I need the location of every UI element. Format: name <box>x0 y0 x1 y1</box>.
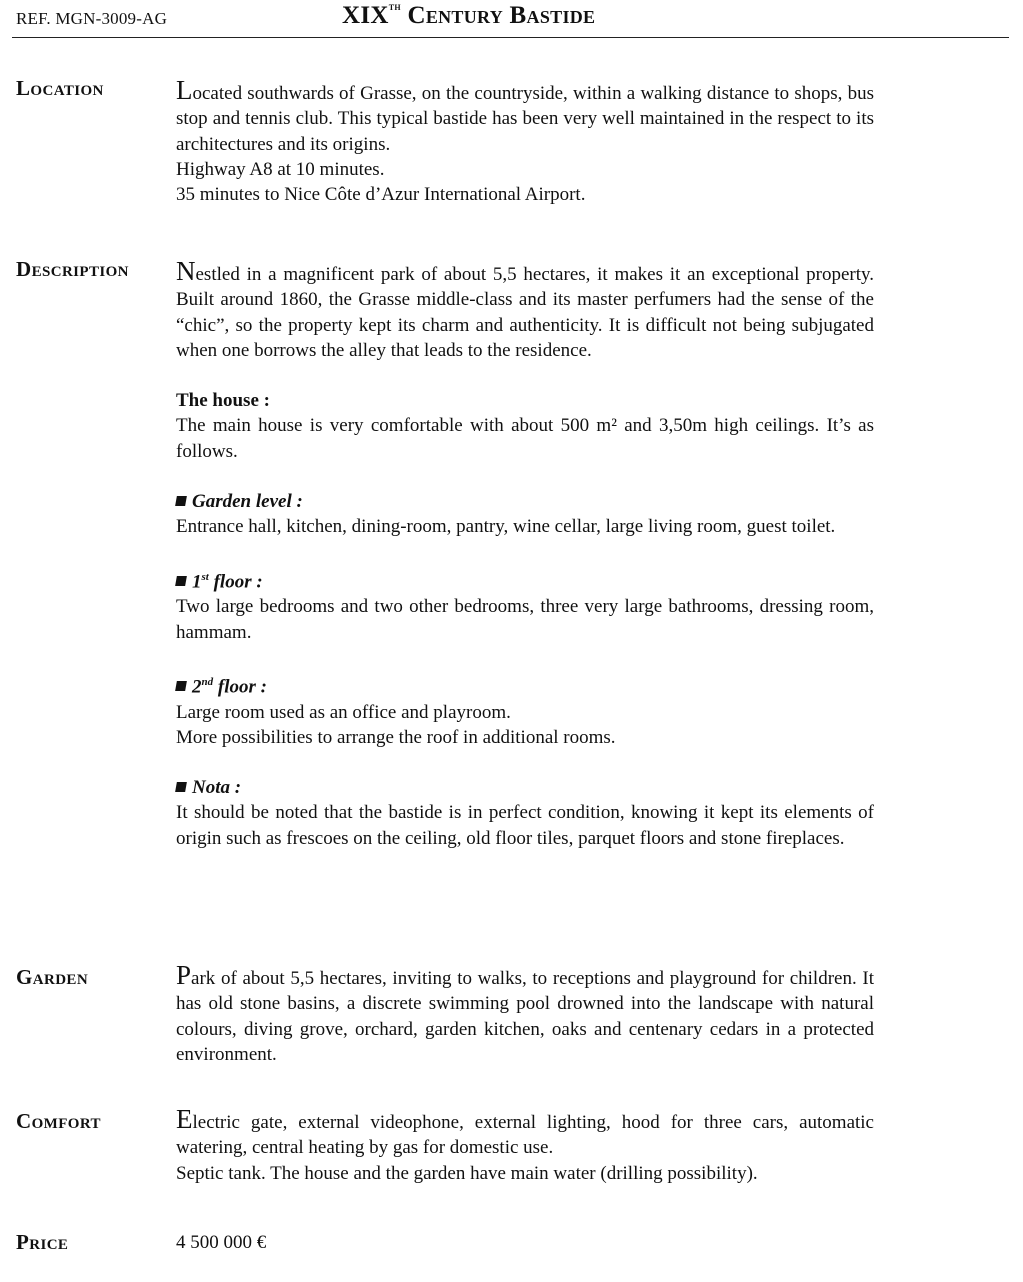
first-floor-heading <box>176 565 874 595</box>
price-value: 4 500 000 € <box>176 1232 267 1253</box>
price-label: Price <box>16 1230 69 1254</box>
second-floor-suffix: nd <box>201 675 214 688</box>
garden-body <box>176 960 874 1067</box>
garden-text: ark of about 5,5 hectares, inviting to walks, to receptions and playground for children. It has old stone basins, a discrete swimming pool drowned into the landscape with natural colours, diving grove, orchard, garden kitchen, oaks and centenary cedars in a protected environment. <box>176 968 874 1065</box>
drop-cap: L <box>176 75 193 105</box>
second-floor-heading <box>176 670 874 700</box>
drop-cap: N <box>176 256 196 286</box>
first-floor-text: Two large bedrooms and two other bedrooms, three very large bathrooms, dressing room, hammam. <box>176 596 874 643</box>
garden-level-heading <box>176 489 874 514</box>
square-bullet-icon <box>175 576 187 586</box>
page-title <box>342 2 595 30</box>
garden-label: Garden <box>16 965 89 989</box>
nota-text: It should be noted that the bastide is in perfect condition, knowing it kept its elements of origin such as frescoes on the ceiling, old floor tiles, parquet floors and stone fireplaces. <box>176 802 874 849</box>
reference-number: REF. MGN-3009-AG <box>16 9 168 28</box>
nota-heading <box>176 775 874 800</box>
house-heading: The house : <box>176 390 270 412</box>
description-label: Description <box>16 257 129 281</box>
location-paragraph <box>176 75 874 157</box>
second-floor-text: Large room used as an office and playroom. <box>176 701 511 723</box>
garden-level-title: Garden level : <box>192 491 303 513</box>
title-superscript: th <box>388 0 401 13</box>
description-intro <box>176 256 874 363</box>
description-intro-text: estled in a magnificent park of about 5,5 hectares, it makes it an exceptional property. Built around 1860, the Grasse middle-class and its master perfumers had the sense of the “chic”, so the property kept its charm and authenticity. It is difficult not being subjugated when one borrows the alley that leads to the residence. <box>176 264 874 361</box>
second-floor-title: floor : <box>213 676 267 698</box>
comfort-text: lectric gate, external videophone, external lighting, hood for three cars, automatic watering, central heating by gas for domestic use. <box>176 1112 874 1159</box>
title-suffix: Century Bastide <box>400 2 596 29</box>
location-body <box>176 75 874 207</box>
drop-cap: E <box>176 1104 193 1134</box>
house-text: The main house is very comfortable with about 500 m² and 3,50m high ceilings. It’s as follows. <box>176 415 874 462</box>
square-bullet-icon <box>175 681 187 691</box>
nota-title: Nota : <box>192 777 242 799</box>
square-bullet-icon <box>175 782 187 792</box>
comfort-paragraph <box>176 1104 874 1161</box>
page-header <box>12 0 1009 38</box>
garden-paragraph <box>176 960 874 1067</box>
title-prefix: XIX <box>342 2 389 29</box>
first-floor-suffix: st <box>201 570 209 583</box>
garden-level-text: Entrance hall, kitchen, dining-room, pantry, wine cellar, large living room, guest toilet. <box>176 516 836 538</box>
second-floor-number: 2 <box>192 676 202 698</box>
location-highway: Highway A8 at 10 minutes. <box>176 158 385 180</box>
first-floor-number: 1 <box>192 571 202 592</box>
square-bullet-icon <box>175 496 187 506</box>
first-floor-title: floor : <box>208 571 263 592</box>
location-text: ocated southwards of Grasse, on the countryside, within a walking distance to shops, bus stop and tennis club. This typical bastide has been very well maintained in the respect to its architectures and its origins. <box>176 83 874 155</box>
second-floor-roof-text: More possibilities to arrange the roof in additional rooms. <box>176 726 616 748</box>
comfort-label: Comfort <box>16 1109 101 1133</box>
location-label: Location <box>16 76 104 100</box>
location-airport: 35 minutes to Nice Côte d’Azur International Airport. <box>176 184 586 206</box>
comfort-body <box>176 1104 874 1186</box>
comfort-water-text: Septic tank. The house and the garden have main water (drilling possibility). <box>176 1162 758 1184</box>
drop-cap: P <box>176 960 192 990</box>
description-body <box>176 256 874 851</box>
